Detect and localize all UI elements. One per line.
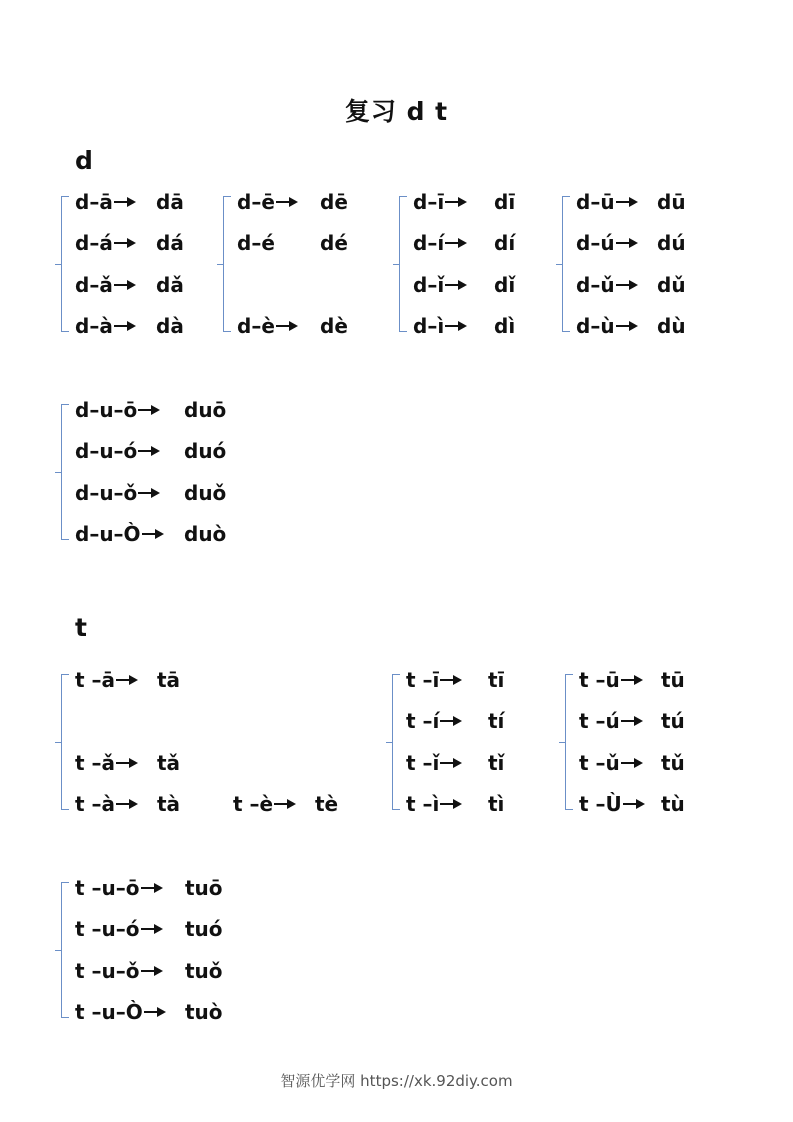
arrow-icon [116,758,138,768]
syllable-result: tǔ [661,751,685,775]
arrow-icon [274,799,296,809]
syllable-row [413,314,516,338]
syllable-parts: t –ā [75,668,116,692]
syllable-parts: d–ú [576,231,615,255]
arrow-icon [445,238,467,248]
syllable-result: dǐ [494,273,516,297]
page-title: 复习 d t [344,97,449,126]
syllable-parts: t –ǔ [579,751,620,775]
syllable-row [75,231,184,255]
syllable-parts: t –u–ǒ [75,959,140,983]
syllable-row [406,751,505,775]
syllable-row [75,439,227,463]
syllable-parts: t –u–ó [75,917,140,941]
syllable-row [237,314,348,338]
syllable-row [75,959,223,983]
arrow-icon [141,883,163,893]
footer-watermark: 智源优学网 https://xk.92diy.com [280,1072,513,1090]
syllable-parts: t –ǐ [406,751,440,775]
syllable-result: dè [320,314,348,338]
syllable-row [75,917,223,941]
syllable-result: duò [184,522,227,546]
syllable-row [75,668,181,692]
syllable-parts: d–é [237,231,275,255]
arrow-icon [116,799,138,809]
arrow-icon [276,321,298,331]
bracket-tick [559,742,565,743]
syllable-parts: d–u–ǒ [75,481,138,505]
syllable-row [576,190,686,214]
syllable-result: tú [661,709,685,733]
syllable-parts: d–ǔ [576,273,615,297]
syllable-result: tù [661,792,685,816]
arrow-icon [440,758,462,768]
syllable-result: duǒ [184,481,227,505]
syllable-result: dū [657,190,686,214]
syllable-result: tì [488,792,505,816]
arrow-icon [116,675,138,685]
arrow-icon [138,405,160,415]
syllable-result: tè [315,792,339,816]
syllable-parts: t –à [75,792,116,816]
bracket-tick [55,264,61,265]
syllable-row [75,751,181,775]
arrow-icon [616,280,638,290]
syllable-parts: t –í [406,709,440,733]
syllable-parts: t –ì [406,792,440,816]
bracket-tick [393,264,399,265]
syllable-result: dì [494,314,516,338]
syllable-row [579,792,685,816]
syllable-result: tǎ [157,751,181,775]
syllable-result: tuǒ [185,959,223,983]
syllable-result: dǎ [156,273,184,297]
syllable-result: tuò [185,1000,223,1024]
syllable-parts: d–u–ō [75,398,138,422]
syllable-parts: t –ī [406,668,440,692]
syllable-result: tā [157,668,181,692]
syllable-row [233,792,339,816]
syllable-parts: d–ù [576,314,615,338]
syllable-parts: d–ē [237,190,275,214]
syllable-result: dà [156,314,184,338]
syllable-parts: d–á [75,231,113,255]
arrow-icon [440,675,462,685]
syllable-row [579,751,685,775]
syllable-parts: t –ú [579,709,620,733]
syllable-result: tǐ [488,751,505,775]
bracket [223,196,231,332]
arrow-icon [621,758,643,768]
arrow-icon [142,529,164,539]
syllable-parts: d–ī [413,190,445,214]
syllable-parts: d–ǐ [413,273,445,297]
arrow-icon [141,924,163,934]
syllable-parts: d–ì [413,314,445,338]
syllable-result: dá [156,231,184,255]
syllable-row [75,876,223,900]
syllable-parts: d–ā [75,190,113,214]
syllable-result: tī [488,668,505,692]
syllable-parts: d–ǎ [75,273,113,297]
bracket-tick [55,472,61,473]
syllable-row [579,668,685,692]
syllable-row [75,1000,223,1024]
arrow-icon [114,197,136,207]
syllable-parts: d–u–Ò [75,522,141,546]
syllable-row [406,668,505,692]
arrow-icon [616,197,638,207]
syllable-row [406,709,505,733]
bracket-tick [556,264,562,265]
syllable-row [75,190,184,214]
syllable-row [413,231,516,255]
bracket-tick [217,264,223,265]
arrow-icon [616,321,638,331]
bracket-tick [55,742,61,743]
syllable-parts: d–ū [576,190,615,214]
syllable-row [413,273,516,297]
syllable-row [237,190,348,214]
syllable-result: tà [157,792,181,816]
syllable-row [75,314,184,338]
bracket [565,674,573,810]
syllable-row [75,792,181,816]
arrow-icon [445,197,467,207]
syllable-result: dé [320,231,348,255]
arrow-icon [114,280,136,290]
syllable-parts: t –ū [579,668,620,692]
syllable-result: dí [494,231,516,255]
syllable-parts: d–í [413,231,445,255]
arrow-icon [621,716,643,726]
arrow-icon [114,321,136,331]
arrow-icon [616,238,638,248]
syllable-row [576,273,686,297]
arrow-icon [141,966,163,976]
arrow-icon [144,1007,166,1017]
syllable-result: dē [320,190,348,214]
syllable-parts: t –u–ō [75,876,140,900]
syllable-parts: d–à [75,314,113,338]
syllable-parts: t –Ù [579,792,622,816]
syllable-result: dā [156,190,184,214]
syllable-parts: t –è [233,792,274,816]
syllable-row [75,273,184,297]
syllable-result: tuō [185,876,223,900]
syllable-row [413,190,516,214]
syllable-row [576,231,686,255]
syllable-result: duō [184,398,227,422]
arrow-icon [276,197,298,207]
section-d-heading: d [75,146,93,175]
bracket [61,882,69,1018]
arrow-icon [621,675,643,685]
bracket-tick [386,742,392,743]
syllable-row [237,231,348,255]
syllable-parts: t –ǎ [75,751,116,775]
syllable-parts: d–è [237,314,275,338]
bracket [61,404,69,540]
arrow-icon [623,799,645,809]
arrow-icon [445,280,467,290]
arrow-icon [138,446,160,456]
syllable-row [75,522,227,546]
arrow-icon [138,488,160,498]
arrow-icon [445,321,467,331]
arrow-icon [440,799,462,809]
syllable-result: tí [488,709,505,733]
syllable-row [579,709,685,733]
syllable-row [75,481,227,505]
section-t-heading: t [75,613,87,642]
syllable-parts: t –u–Ò [75,1000,143,1024]
syllable-result: dī [494,190,516,214]
arrow-icon [114,238,136,248]
bracket-tick [55,950,61,951]
syllable-row [576,314,686,338]
syllable-result: duó [184,439,227,463]
syllable-result: tū [661,668,685,692]
bracket [562,196,570,332]
bracket [61,196,69,332]
syllable-result: dù [657,314,686,338]
bracket [392,674,400,810]
syllable-result: dǔ [657,273,686,297]
syllable-result: tuó [185,917,223,941]
syllable-row [406,792,505,816]
syllable-parts: d–u–ó [75,439,138,463]
bracket [61,674,69,810]
bracket [399,196,407,332]
syllable-result: dú [657,231,686,255]
arrow-icon [440,716,462,726]
syllable-row [75,398,227,422]
